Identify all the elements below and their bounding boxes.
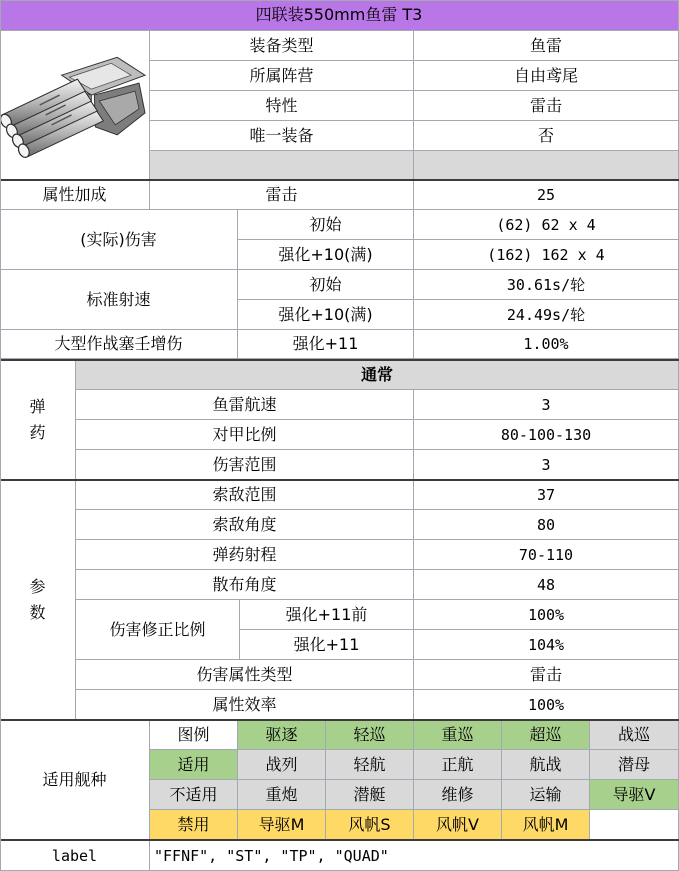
unique-value: 否 [414,121,679,151]
bonus-label: 属性加成 [0,181,150,210]
ship-type-cell: 风帆S [326,810,414,840]
param-label: 散布角度 [76,570,414,600]
legend-forbidden: 禁用 [150,810,238,840]
params-char-2: 数 [29,603,46,622]
trait-value: 雷击 [414,91,679,121]
faction-value: 自由鸢尾 [414,61,679,91]
boss-damage-value: 1.00% [414,330,679,359]
legend-label: 图例 [150,721,238,750]
ship-type-cell: 潜母 [590,750,679,780]
equipment-title: 四联装550mm鱼雷 T3 [0,0,679,31]
modifier-before-label: 强化+11前 [240,600,414,630]
ammo-row-label: 鱼雷航速 [76,390,414,420]
ammo-row-label: 伤害范围 [76,450,414,480]
label-key: label [0,841,150,871]
firerate-label: 标准射速 [0,270,238,330]
ship-types-label: 适用舰种 [0,721,150,840]
torpedo-launcher-icon [0,35,149,175]
modifier-after-value: 104% [414,630,679,660]
empty-cell [590,810,679,840]
bonus-stat: 雷击 [150,181,414,210]
unique-label: 唯一装备 [150,121,414,151]
damage-label: (实际)伤害 [0,210,238,270]
param-value: 80 [414,510,679,540]
ship-type-cell: 潜艇 [326,780,414,810]
params-section-label [0,481,76,720]
param-value: 48 [414,570,679,600]
ship-type-cell: 战巡 [590,721,679,750]
ship-type-cell: 导驱V [590,780,679,810]
attr-type-value: 雷击 [414,660,679,690]
ship-type-cell: 维修 [414,780,502,810]
trait-label: 特性 [150,91,414,121]
damage-modifier-label: 伤害修正比例 [76,600,240,660]
ship-type-cell: 轻巡 [326,721,414,750]
ammo-section-label [0,361,76,480]
ship-type-cell: 驱逐 [238,721,326,750]
empty-cell [150,151,414,180]
ship-type-cell: 风帆V [414,810,502,840]
damage-max-value: (162) 162 x 4 [414,240,679,270]
damage-initial-value: (62) 62 x 4 [414,210,679,240]
modifier-after-label: 强化+11 [240,630,414,660]
ship-type-cell: 战列 [238,750,326,780]
firerate-max-value: 24.49s/轮 [414,300,679,330]
ammo-row-value: 3 [414,390,679,420]
ship-type-cell: 超巡 [502,721,590,750]
param-label: 索敌范围 [76,481,414,510]
legend-not-applicable: 不适用 [150,780,238,810]
ship-type-cell: 运输 [502,780,590,810]
ship-type-cell: 风帆M [502,810,590,840]
attr-type-label: 伤害属性类型 [76,660,414,690]
ammo-char-1: 弹 [29,397,46,416]
param-value: 37 [414,481,679,510]
equipment-image [0,31,150,180]
damage-max-label: 强化+10(满) [238,240,414,270]
ammo-row-value: 80-100-130 [414,420,679,450]
damage-initial-label: 初始 [238,210,414,240]
label-value: "FFNF", "ST", "TP", "QUAD" [150,841,679,871]
params-char-1: 参 [29,577,46,596]
firerate-max-label: 强化+10(满) [238,300,414,330]
legend-applicable: 适用 [150,750,238,780]
empty-cell [414,151,679,180]
attr-eff-label: 属性效率 [76,690,414,720]
ship-type-cell: 航战 [502,750,590,780]
ship-type-cell: 重炮 [238,780,326,810]
ammo-row-label: 对甲比例 [76,420,414,450]
bonus-value: 25 [414,181,679,210]
modifier-before-value: 100% [414,600,679,630]
ship-type-cell: 重巡 [414,721,502,750]
ship-type-cell: 导驱M [238,810,326,840]
faction-label: 所属阵营 [150,61,414,91]
ammo-char-2: 药 [29,423,46,442]
attr-eff-value: 100% [414,690,679,720]
type-label: 装备类型 [150,31,414,61]
type-value: 鱼雷 [414,31,679,61]
firerate-initial-label: 初始 [238,270,414,300]
firerate-initial-value: 30.61s/轮 [414,270,679,300]
ship-type-cell: 正航 [414,750,502,780]
param-label: 弹药射程 [76,540,414,570]
param-label: 索敌角度 [76,510,414,540]
ship-type-cell: 轻航 [326,750,414,780]
param-value: 70-110 [414,540,679,570]
boss-damage-enhance: 强化+11 [238,330,414,359]
boss-damage-label: 大型作战塞壬增伤 [0,330,238,359]
ammo-row-value: 3 [414,450,679,480]
ammo-header: 通常 [76,361,679,390]
